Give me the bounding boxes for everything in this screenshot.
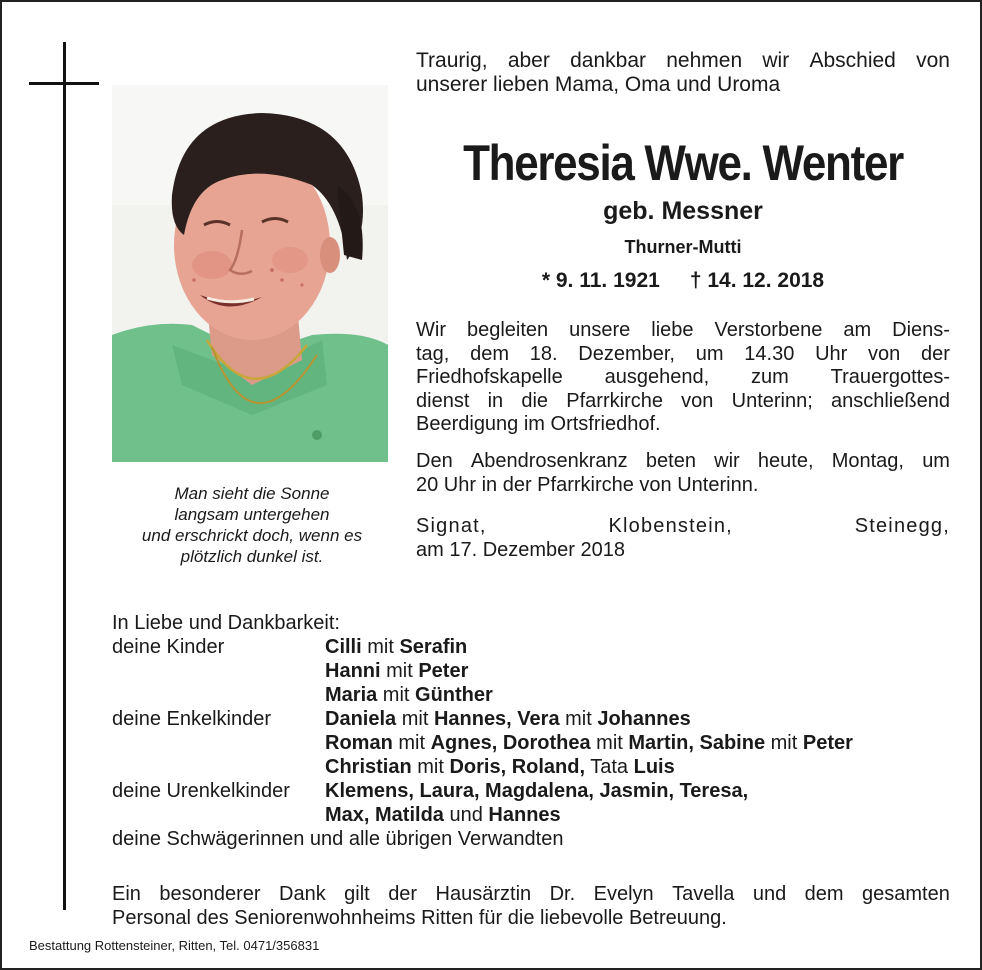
paragraph-line: 20 Uhr in der Pfarrkirche von Unterinn. [416, 473, 759, 496]
life-dates [416, 268, 950, 294]
paragraph-line [416, 390, 950, 414]
word: Pfarrkirche [566, 389, 663, 412]
word: anschließend [830, 389, 950, 412]
family-names: Christian [325, 756, 412, 778]
family-line [325, 707, 952, 731]
family-names: Maria [325, 684, 378, 706]
word: Dr. [549, 883, 576, 905]
word: Traurig, [416, 49, 488, 72]
word: Steinegg, [854, 515, 950, 537]
word: gilt [344, 883, 370, 905]
thanks-line-2: Personal des Seniorenwohnheims Ritten für die liebevolle Betreuung. [112, 907, 727, 929]
family-names: Serafin [399, 636, 468, 658]
signature-date: am 17. Dezember 2018 [416, 538, 626, 561]
paragraph-line [416, 343, 950, 367]
word: zum [751, 366, 789, 389]
paragraph-line [416, 366, 950, 390]
intro-text [416, 49, 950, 97]
word: in [487, 389, 504, 412]
cross-horizontal-bar [29, 82, 99, 85]
portrait-photo [112, 85, 388, 462]
word: nehmen [666, 49, 743, 72]
word: von [916, 49, 950, 72]
grandchildren-group [112, 707, 952, 779]
cross-vertical-bar [63, 42, 66, 910]
family-line [325, 731, 952, 755]
deceased-name: Theresia Wwe. Wenter [463, 135, 903, 191]
family-names: Hanni [325, 660, 381, 682]
family-connector: mit [765, 732, 803, 754]
family-names: Johannes [597, 708, 691, 730]
family-names: Günther [415, 684, 493, 706]
family-names: Doris, Roland, [449, 756, 586, 778]
word: um [695, 342, 724, 365]
word: liebe [651, 319, 694, 341]
word: dem [470, 342, 509, 365]
children-group [112, 635, 952, 707]
family-line [325, 755, 952, 779]
birth-name: geb. Messner [603, 197, 763, 225]
word: 14.30 [744, 342, 795, 365]
caption-line: und erschrickt doch, wenn es [141, 526, 363, 545]
word: Den [416, 450, 453, 472]
word: und [752, 883, 787, 905]
family-connector: mit [590, 732, 629, 754]
great-grandchildren-group [112, 779, 952, 827]
word: unsere [569, 319, 631, 341]
great-grandchildren-lines [325, 779, 952, 827]
intro-line-1 [416, 49, 950, 73]
word: Uhr [815, 342, 848, 365]
family-connector: mit [392, 732, 431, 754]
family-names: Roman [325, 732, 393, 754]
family-names: Klemens, Laura, Magdalena, Jasmin, Teresa, [325, 780, 749, 802]
portrait-illustration [112, 85, 388, 462]
word: gesamten [862, 883, 950, 905]
family-names: Luis [633, 756, 675, 778]
word: Hausärztin [435, 883, 532, 905]
family-names: Agnes, Dorothea [430, 732, 591, 754]
family-names: Hannes, Vera [433, 708, 560, 730]
thanks-paragraph [112, 882, 950, 930]
family-connector: mit [377, 684, 416, 706]
word: dem [804, 883, 844, 905]
children-lines [325, 635, 952, 707]
word: beten [645, 450, 696, 472]
word: 18. [529, 342, 558, 365]
funeral-paragraph [416, 319, 950, 437]
nickname: Thurner-Mutti [624, 237, 742, 257]
grandchildren-label: deine Enkelkinder [112, 708, 271, 730]
word: von [681, 389, 714, 412]
intro-line-2: unserer lieben Mama, Oma und Uroma [416, 73, 781, 96]
word: der [921, 342, 950, 365]
family-connector: mit [411, 756, 450, 778]
word: Klobenstein, [608, 515, 733, 537]
word: Signat, [416, 515, 487, 537]
paragraph-line: Beerdigung im Ortsfriedhof. [416, 413, 661, 436]
quote-caption [102, 483, 402, 567]
word: Dezember, [578, 342, 675, 365]
word: Abschied [809, 49, 896, 72]
family-line [325, 635, 952, 659]
family-names: Max, Matilda [325, 804, 444, 826]
caption-line: Man sieht die Sonne [174, 484, 330, 503]
family-names: Hannes [488, 804, 561, 826]
family-names: Cilli [325, 636, 362, 658]
family-list [112, 611, 952, 851]
word: Wir [416, 319, 446, 341]
word: Montag, [831, 450, 904, 472]
word: aber [507, 49, 550, 72]
word: dankbar [570, 49, 646, 72]
family-connector: und [443, 804, 489, 826]
word: Diens- [892, 319, 950, 341]
rosary-paragraph [416, 450, 950, 497]
word: am [843, 319, 872, 341]
family-connector: mit [559, 708, 598, 730]
word: Trauergottes- [830, 366, 950, 389]
family-names: Daniela [325, 708, 397, 730]
word: die [521, 389, 549, 412]
family-title: In Liebe und Dankbarkeit: [112, 612, 340, 634]
word: ausgehend, [604, 366, 710, 389]
family-connector: mit [380, 660, 419, 682]
caption-line: langsam untergehen [174, 505, 330, 524]
grandchildren-lines [325, 707, 952, 779]
signature-block [416, 515, 950, 562]
paragraph-line [416, 450, 950, 474]
other-relatives: deine Schwägerinnen und alle übrigen Verwandten [112, 828, 564, 850]
family-connector: Tata [585, 756, 634, 778]
word: besonderer [159, 883, 261, 905]
family-connector: mit [396, 708, 434, 730]
word: heute, [757, 450, 814, 472]
thanks-line-1 [112, 882, 950, 906]
signature-places [416, 515, 950, 539]
birth-date: * 9. 11. 1921 [541, 269, 660, 292]
word: tag, [416, 342, 450, 365]
word: Friedhofskapelle [416, 366, 563, 389]
word: Tavella [672, 883, 735, 905]
word: wir [762, 49, 790, 72]
death-date: † 14. 12. 2018 [689, 269, 825, 292]
family-line [325, 779, 952, 803]
word: Abendrosenkranz [470, 450, 628, 472]
word: Verstorbene [714, 319, 823, 341]
word: der [388, 883, 418, 905]
family-line [325, 683, 952, 707]
caption-line: plötzlich dunkel ist. [180, 547, 324, 566]
word: dienst [416, 389, 470, 412]
great-grandchildren-label: deine Urenkelkinder [112, 780, 290, 802]
children-label: deine Kinder [112, 636, 225, 658]
word: Dank [279, 883, 326, 905]
family-names: Peter [802, 732, 853, 754]
family-names: Peter [418, 660, 469, 682]
paragraph-line [416, 319, 950, 343]
family-line [325, 803, 952, 827]
word: von [868, 342, 901, 365]
undertaker-credit: Bestattung Rottensteiner, Ritten, Tel. 0471/356831 [29, 938, 320, 953]
family-connector: mit [361, 636, 400, 658]
family-line [325, 659, 952, 683]
word: begleiten [466, 319, 549, 341]
word: um [922, 450, 950, 472]
word: Unterinn; [731, 389, 813, 412]
word: Ein [112, 883, 141, 905]
word: wir [714, 450, 740, 472]
word: Evelyn [593, 883, 654, 905]
family-names: Martin, Sabine [628, 732, 766, 754]
